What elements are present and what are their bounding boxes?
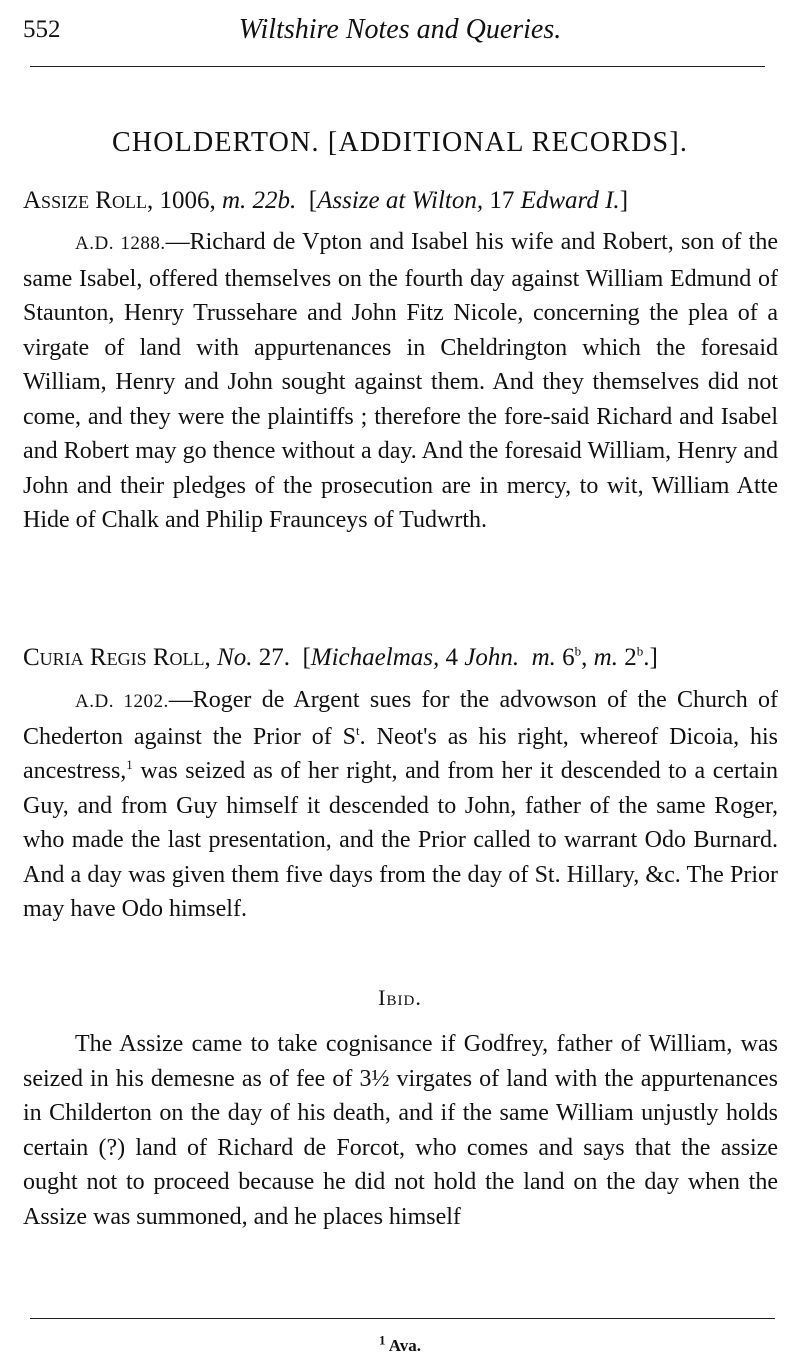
bracket-open: [ — [308, 187, 318, 214]
running-title: Wiltshire Notes and Queries. — [238, 14, 562, 45]
ibid-heading: Ibid. — [378, 985, 422, 1010]
bracket-close: .] — [643, 644, 658, 671]
membrane-suffix: b — [574, 643, 582, 659]
membrane-number: 6 — [562, 644, 575, 671]
curia-regis-paragraph — [23, 683, 778, 927]
roll-no-label: No. — [217, 644, 253, 671]
header-rule — [30, 66, 765, 67]
curia-regis-heading: Curia Regis Roll, No. 27. [Michaelmas, 4 John. m. 6$^b$, m. 2$^b$.] — [23, 643, 658, 671]
footnote-text: Ava. — [385, 1336, 422, 1355]
running-header — [0, 14, 800, 48]
membrane-ref: m. 22b. — [221, 187, 297, 214]
roll-number: 1006, — [159, 187, 216, 214]
page-number: 552 — [23, 16, 61, 43]
footnote — [0, 1332, 800, 1356]
footnote-reference: 1 — [126, 757, 133, 772]
regnal-year: 17 — [489, 187, 515, 214]
article-title: CHOLDERTON. [ADDITIONAL RECORDS]. — [111, 127, 689, 158]
roll-name: Assize Roll, — [23, 187, 154, 214]
saint-abbrev-sup: t — [356, 722, 360, 738]
roll-number: 27. — [258, 644, 290, 671]
assize-roll-paragraph — [23, 225, 778, 538]
footnote-rule — [30, 1318, 775, 1319]
paragraph-text: The Assize came to take cognisance if Godfrey, father of William, was seized in his demesne as of fee of 3 — [23, 1031, 778, 1092]
paragraph-text: —Richard de Vpton and Isabel his wife and Robert, son of the same Isabel, offered themselves on the fourth day against William Edmund of Staunton, Henry Trussehare and John Fitz Nicole, concerning the plea of a virgate of land with appurtenances in Cheldrington which the foresaid William, Henry and John sought against them. And they themselves did not come, and they were the plaintiffs ; therefore the fore-said Richard and Isabel and Robert may go thence without a day. And the foresaid William, Henry and John and their pledges of the prosecution are in mercy, to wit, William Atte Hide of Chalk and Philip Fraunceys of Tudwrth. — [23, 229, 778, 533]
regnal-year: 4 — [445, 644, 458, 671]
membrane-number: 2 — [624, 644, 637, 671]
bracket-close: ] — [619, 187, 629, 214]
date-lead: A.D. 1202. — [75, 691, 169, 712]
paragraph-text: was seized as of her right, and from her it descended to a certain Guy, and from Guy himself it descended to John, father of the same Roger, who made the last presentation, and the Prior called to warrant Odo Burnard. And a day was given them five days from the day of St. Hillary, &c. The Prior may have Odo himself. — [23, 758, 778, 922]
assize-roll-heading — [23, 187, 783, 215]
paragraph-text: virgates of land with the appurtenances in Childerton on the day of his death, and if the same William unjustly holds certain (?) land of Richard de Forcot, who comes and says that the assize ought not to proceed because he did not hold the land on the day when the Assize was summoned, and he places himself — [23, 1065, 778, 1230]
king-name: John. — [464, 644, 520, 671]
paragraph-text: . Neot's as his right, whereof Dicoia, his ancestress, — [23, 723, 778, 784]
ibid-paragraph — [23, 1027, 778, 1234]
term-name: Michaelmas, — [310, 644, 440, 671]
footnote-marker: 1 — [378, 1332, 386, 1348]
bracket-open: [ — [302, 644, 311, 671]
membrane-label: m. — [531, 644, 556, 671]
membrane-label: m. — [593, 644, 618, 671]
paragraph-text: —Roger de Argent sues for the advowson of the Church of Chederton against the Prior of S — [23, 687, 778, 750]
roll-name: Curia Regis Roll, — [23, 644, 211, 671]
assize-place: Assize at Wilton, — [317, 187, 484, 214]
fraction: ½ — [371, 1065, 390, 1092]
membrane-suffix: b — [636, 643, 644, 659]
date-lead: A.D. 1288. — [75, 233, 166, 254]
king-name: Edward I. — [520, 187, 620, 214]
